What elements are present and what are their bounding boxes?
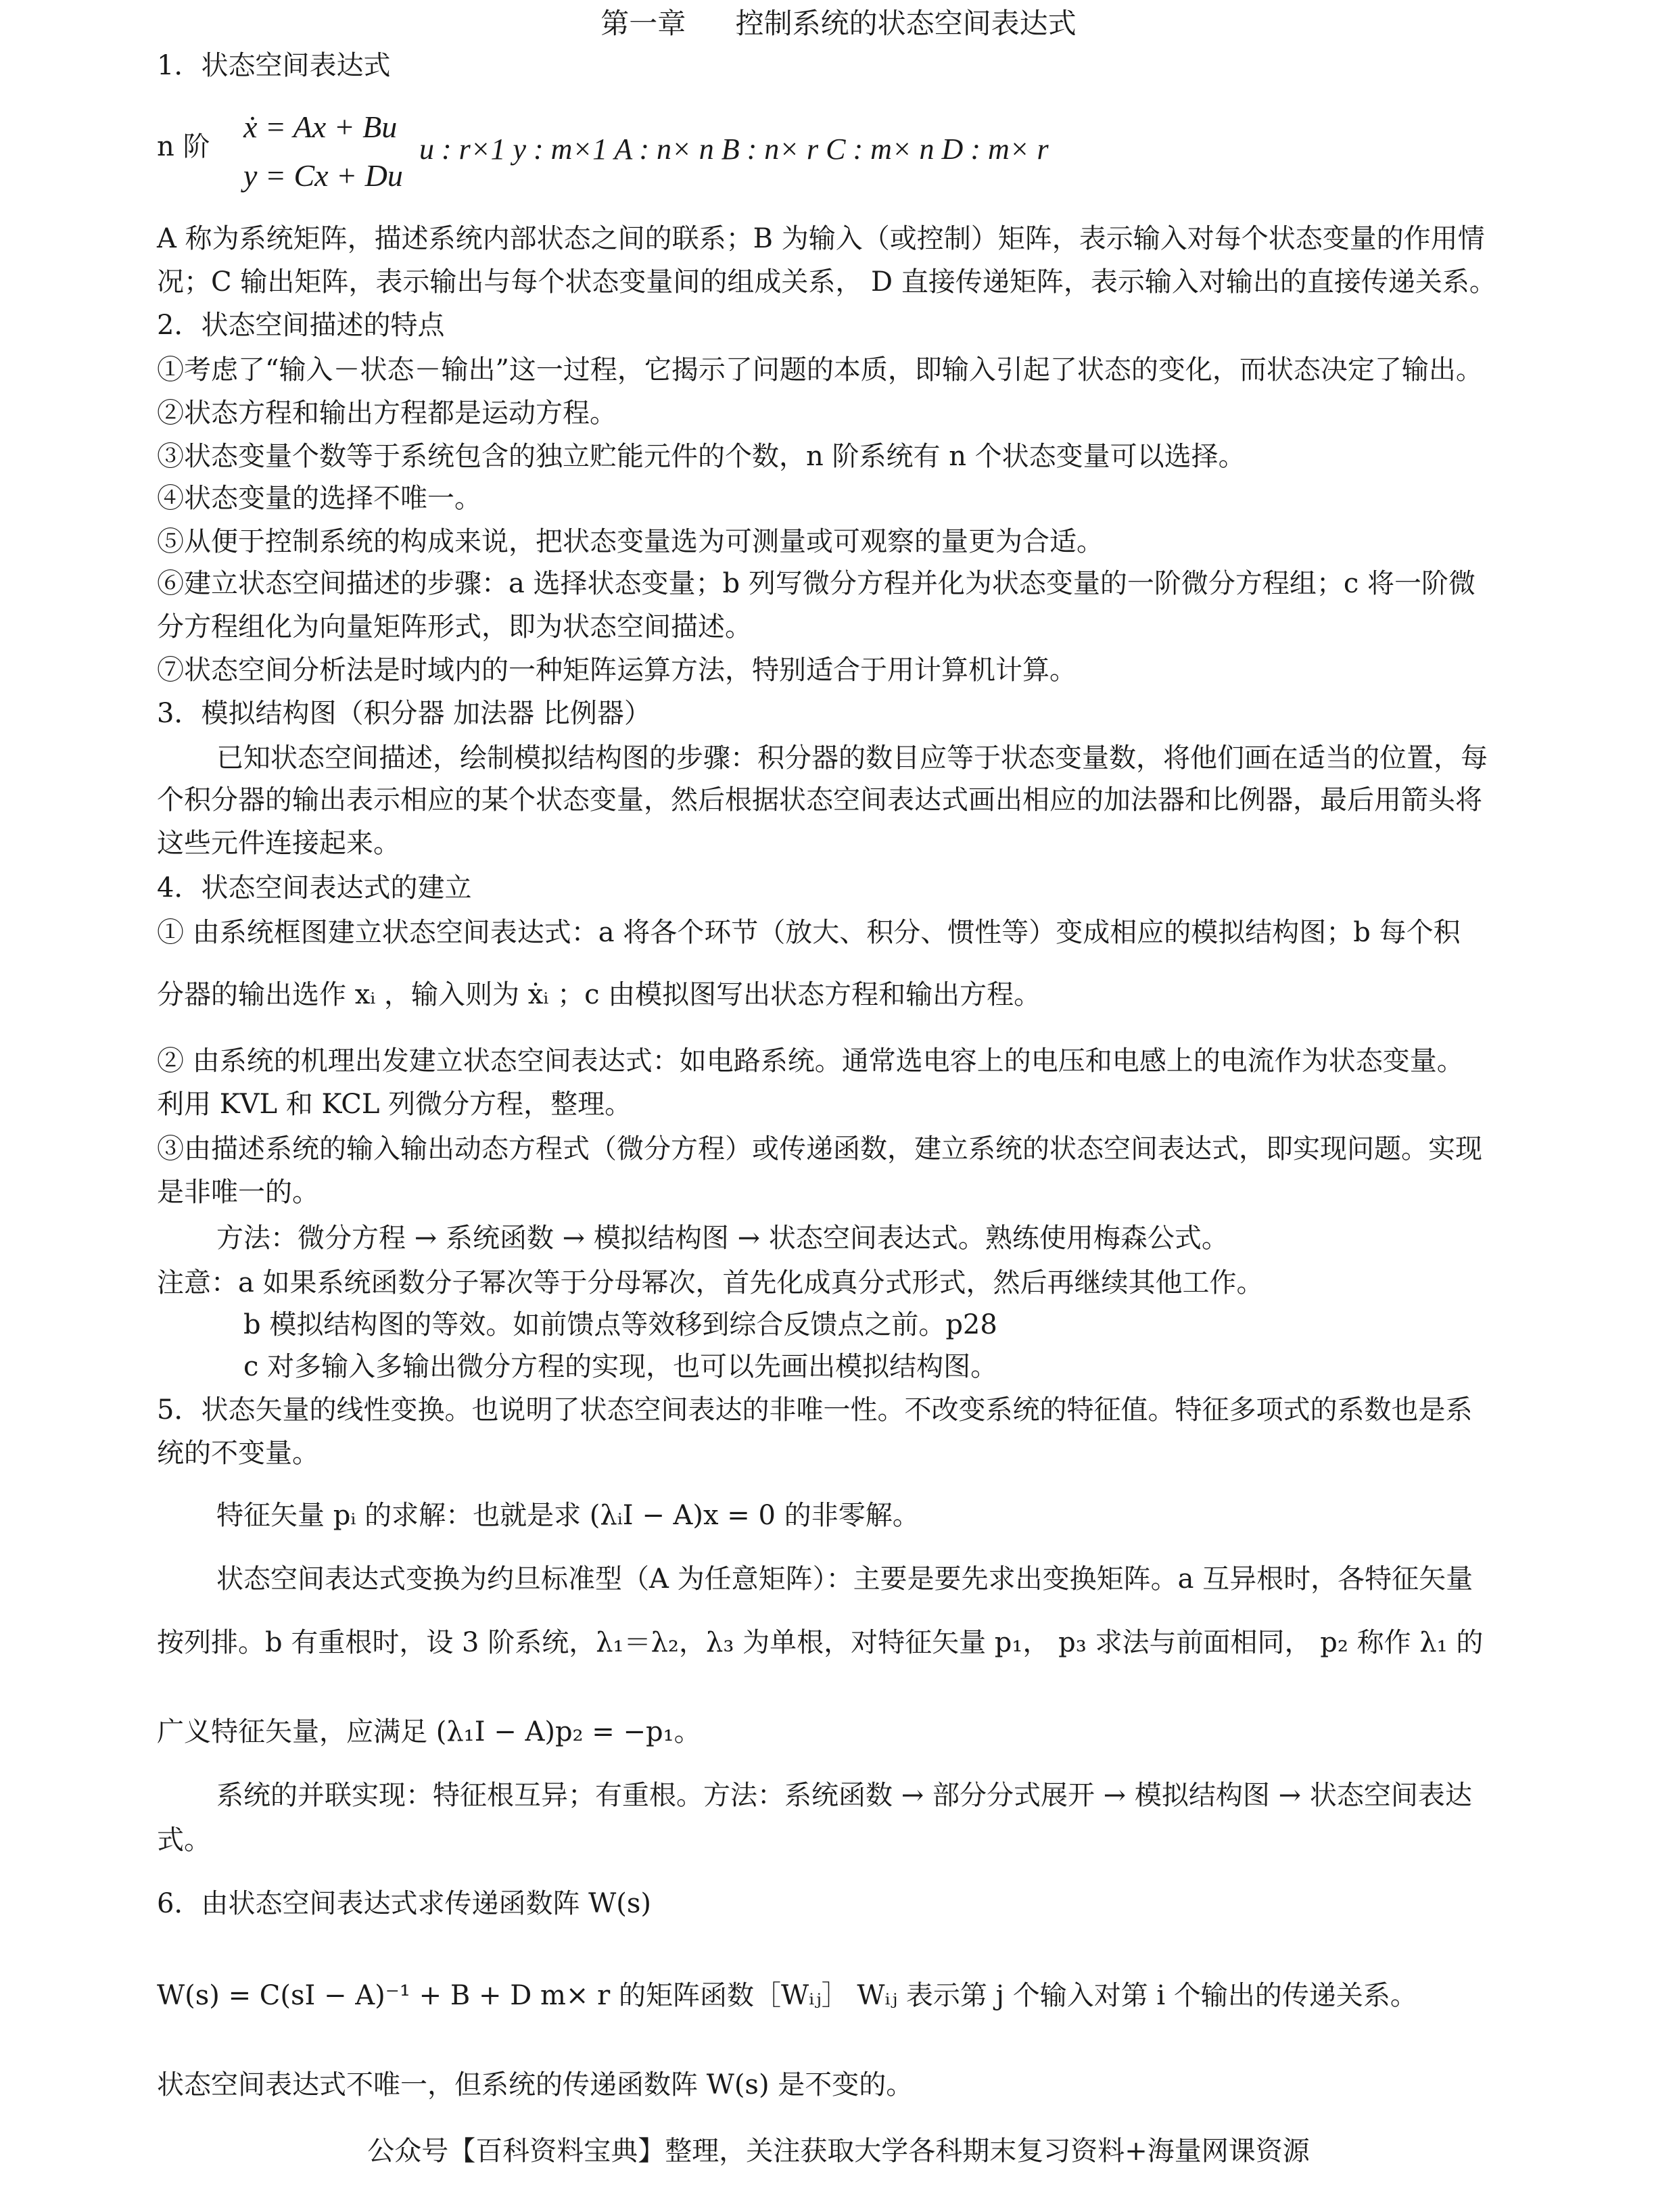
paragraph-line: 状态空间表达式不唯一，但系统的传递函数阵 W(s) 是不变的。 [157,2069,914,2100]
chapter-title [0,3,1677,45]
section-3-heading: 3．模拟结构图（积分器 加法器 比例器） [157,698,651,729]
list-item: ③由描述系统的输入输出动态方程式（微分方程）或传递函数，建立系统的状态空间表达式，即实现问题。实现 [157,1133,1482,1164]
matrix-dimensions: u : r×1 y : m×1 A : n× n B : n× r C : m× n D : m× r [419,133,1049,166]
list-item: 利用 KVL 和 KCL 列微分方程，整理。 [157,1089,632,1120]
note-line: b 模拟结构图的等效。如前馈点等效移到综合反馈点之前。p28 [243,1309,997,1340]
eigenvector-line: 特征矢量 pᵢ 的求解：也就是求 (λᵢI − A)x = 0 的非零解。 [216,1500,920,1531]
note-line: 注意：a 如果系统函数分子幂次等于分母幂次，首先化成真分式形式，然后再继续其他工作。 [157,1267,1264,1298]
list-item: ⑥建立状态空间描述的步骤：a 选择状态变量；b 列写微分方程并化为状态变量的一阶微分方程组；c 将一阶微 [157,568,1475,599]
list-item: ②状态方程和输出方程都是运动方程。 [157,398,617,429]
section-2-heading: 2．状态空间描述的特点 [157,310,445,341]
section-1-heading: 1．状态空间表达式 [157,50,391,81]
list-item: ④状态变量的选择不唯一。 [157,483,481,514]
paragraph-line: 式。 [157,1825,211,1856]
paragraph-line: 已知状态空间描述，绘制模拟结构图的步骤：积分器的数目应等于状态变量数，将他们画在适当的位置，每 [216,743,1488,774]
order-label: n 阶 [157,131,210,162]
list-item: ⑦状态空间分析法是时域内的一种矩阵运算方法，特别适合于用计算机计算。 [157,655,1077,686]
state-equation: ẋ = Ax + Bu [243,110,398,144]
paragraph-line: 况；C 输出矩阵，表示输出与每个状态变量间的组成关系， D 直接传递矩阵，表示输入对输出的直接传递关系。 [157,266,1496,298]
section-4-heading: 4．状态空间表达式的建立 [157,872,472,903]
list-item: ①考虑了“输入－状态－输出”这一过程，它揭示了问题的本质，即输入引起了状态的变化，而状态决定了输出。 [157,354,1483,385]
section-5-heading: 5．状态矢量的线性变换。也说明了状态空间表达的非唯一性。不改变系统的特征值。特征多项式的系数也是系 [157,1394,1473,1426]
transfer-function-equation: W(s) = C(sI − A)⁻¹ + B + D m× r 的矩阵函数［Wᵢⱼ］ Wᵢⱼ 表示第 j 个输入对第 i 个输出的传递关系。 [157,1980,1417,2011]
list-item: 是非唯一的。 [157,1177,319,1208]
list-item: ③状态变量个数等于系统包含的独立贮能元件的个数，n 阶系统有 n 个状态变量可以选择。 [157,441,1246,472]
section-6-heading: 6．由状态空间表达式求传递函数阵 W(s) [157,1888,652,1919]
paragraph-line: 广义特征矢量，应满足 (λ₁I − A)p₂ = −p₁。 [157,1716,701,1747]
paragraph-line: 这些元件连接起来。 [157,828,400,859]
paragraph-line: 统的不变量。 [157,1438,319,1469]
paragraph-line: 状态空间表达式变换为约旦标准型（A 为任意矩阵）：主要是要先求出变换矩阵。a 互异根时，各特征矢量 [216,1563,1473,1595]
list-item: ⑤从便于控制系统的构成来说，把状态变量选为可测量或可观察的量更为合适。 [157,526,1104,557]
paragraph-line: A 称为系统矩阵，描述系统内部状态之间的联系；B 为输入（或控制）矩阵，表示输入对每个状态变量的作用情 [157,223,1485,254]
list-item: ① 由系统框图建立状态空间表达式：a 将各个环节（放大、积分、惯性等）变成相应的模拟结构图；b 每个积 [157,917,1461,948]
note-line: c 对多输入多输出微分方程的实现，也可以先画出模拟结构图。 [243,1351,998,1382]
chapter-number: 第一章 [600,7,686,40]
output-equation: y = Cx + Du [243,158,403,193]
paragraph-line: 个积分器的输出表示相应的某个状态变量，然后根据状态空间表达式画出相应的加法器和比例器，最后用箭头将 [157,784,1482,816]
state-space-equations [243,103,403,200]
chapter-name: 控制系统的状态空间表达式 [735,7,1077,40]
footer-note: 公众号【百科资料宝典】整理，关注获取大学各科期末复习资料+海量网课资源 [367,2136,1310,2167]
method-line: 方法：微分方程 → 系统函数 → 模拟结构图 → 状态空间表达式。熟练使用梅森公式。 [216,1223,1229,1254]
list-item: 分方程组化为向量矩阵形式，即为状态空间描述。 [157,611,752,642]
paragraph-line: 按列排。b 有重根时，设 3 阶系统，λ₁＝λ₂，λ₃ 为单根，对特征矢量 p₁， p₃ 求法与前面相同， p₂ 称作 λ₁ 的 [157,1627,1484,1658]
list-item: ② 由系统的机理出发建立状态空间表达式：如电路系统。通常选电容上的电压和电感上的电流作为状态变量。 [157,1045,1464,1077]
paragraph-line: 系统的并联实现：特征根互异；有重根。方法：系统函数 → 部分分式展开 → 模拟结构图 → 状态空间表达 [216,1780,1472,1811]
list-item: 分器的输出选作 xᵢ ，输入则为 ẋᵢ ；c 由模拟图写出状态方程和输出方程。 [157,979,1041,1010]
